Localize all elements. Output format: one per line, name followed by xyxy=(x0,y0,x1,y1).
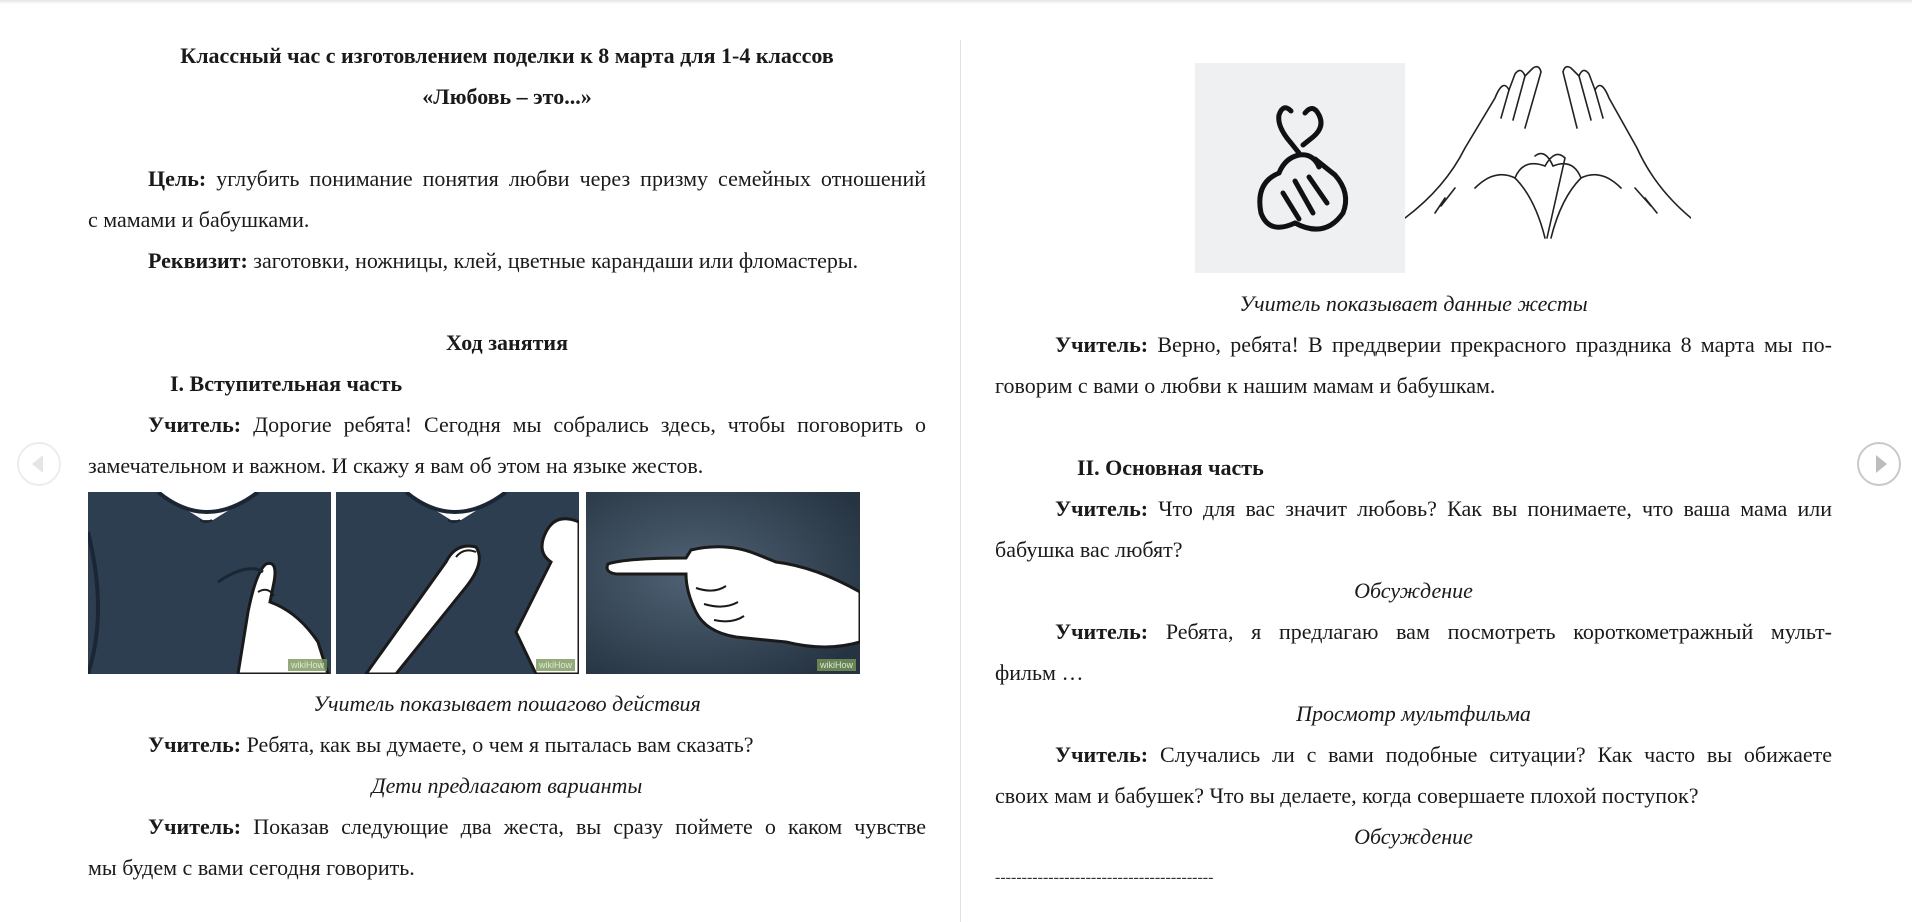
finger-heart-icon xyxy=(1195,63,1405,273)
gesture-step-2-image xyxy=(336,492,579,674)
course-heading: Ход занятия xyxy=(445,330,568,355)
page-divider xyxy=(960,40,961,922)
p3-line2: мы будем с вами сегодня говорить. xyxy=(88,855,415,880)
crossed-arms-illustration xyxy=(336,492,579,674)
props-label: Реквизит: xyxy=(148,248,248,273)
stage-direction-discussion-1: Обсуждение xyxy=(1354,578,1473,603)
p4-line1: Верно, ребята! В преддверии прекрасного праздника 8 марта мы по- xyxy=(1148,332,1832,357)
right-page xyxy=(995,0,1832,922)
p5-line1: Что для вас значит любовь? Как вы понимаете, что ваша мама или xyxy=(1148,496,1832,521)
stage-direction-cartoon: Просмотр мультфильма xyxy=(1296,701,1531,726)
teacher-label: Учитель: xyxy=(148,814,242,839)
previous-page-button[interactable] xyxy=(17,442,61,486)
caption-gesture-steps: Учитель показывает пошагово действия xyxy=(313,691,701,716)
teacher-paragraph-5-line-1 xyxy=(995,488,1832,529)
teacher-paragraph-7-line-1 xyxy=(995,734,1832,775)
wikihow-watermark: wikiHow xyxy=(536,659,575,671)
next-page-button[interactable] xyxy=(1857,442,1901,486)
wikihow-watermark: wikiHow xyxy=(288,659,327,671)
stage-direction-discussion-2: Обсуждение xyxy=(1354,824,1473,849)
gesture-step-1-image xyxy=(88,492,331,674)
teacher-label: Учитель: xyxy=(148,732,242,757)
p1-line1: Дорогие ребята! Сегодня мы собрались здесь, чтобы поговорить о xyxy=(241,412,926,437)
teacher-paragraph-2 xyxy=(88,724,926,765)
teacher-label: Учитель: xyxy=(1055,332,1149,357)
p1-line2: замечательном и важном. И скажу я вам об этом на языке жестов. xyxy=(88,453,704,478)
p3-line1: Показав следующие два жеста, вы сразу поймете о каком чувстве xyxy=(241,814,926,839)
chevron-right-icon xyxy=(1876,455,1887,473)
page-footer-divider: ----------------------------------------- xyxy=(995,869,1214,886)
section-heading-2: II. Основная часть xyxy=(1077,455,1264,480)
goal-paragraph-line-1 xyxy=(88,158,926,199)
p2-line1: Ребята, как вы думаете, о чем я пыталась вам сказать? xyxy=(241,732,754,757)
teacher-paragraph-6-line-1 xyxy=(995,611,1832,652)
hands-heart-image xyxy=(1405,38,1691,268)
chevron-left-icon xyxy=(32,455,43,473)
teacher-label: Учитель: xyxy=(1055,496,1149,521)
hands-heart-sketch-icon xyxy=(1405,38,1691,268)
props-paragraph xyxy=(88,240,926,281)
pointing-finger-illustration xyxy=(586,492,860,674)
p5-line2: бабушка вас любят? xyxy=(995,537,1183,562)
p6-line1: Ребята, я предлагаю вам посмотреть короткометражный мульт- xyxy=(1148,619,1832,644)
teacher-label: Учитель: xyxy=(148,412,242,437)
props-text: заготовки, ножницы, клей, цветные карандаши или фломастеры. xyxy=(247,248,859,273)
goal-text-2: с мамами и бабушками. xyxy=(88,207,310,232)
p6-line2: фильм … xyxy=(995,660,1084,685)
left-page xyxy=(88,0,926,922)
document-title: Классный час с изготовлением поделки к 8 марта для 1-4 классов xyxy=(180,43,834,68)
section-heading-1: I. Вступительная часть xyxy=(170,371,403,396)
p7-line1: Случались ли с вами подобные ситуации? Как часто вы обижаете xyxy=(1148,742,1832,767)
teacher-paragraph-3-line-1 xyxy=(88,806,926,847)
caption-gestures: Учитель показывает данные жесты xyxy=(1239,291,1588,316)
finger-heart-image xyxy=(1195,63,1405,273)
teacher-label: Учитель: xyxy=(1055,619,1149,644)
p7-line2: своих мам и бабушек? Что вы делаете, когда совершаете плохой поступок? xyxy=(995,783,1699,808)
hand-on-chest-illustration xyxy=(88,492,331,674)
stage-direction-children: Дети предлагают варианты xyxy=(371,773,643,798)
document-subtitle: «Любовь – это...» xyxy=(422,84,592,109)
teacher-label: Учитель: xyxy=(1055,742,1149,767)
teacher-paragraph-4-line-1 xyxy=(995,324,1832,365)
p4-line2: говорим с вами о любви к нашим мамам и бабушкам. xyxy=(995,373,1496,398)
wikihow-watermark: wikiHow xyxy=(817,659,856,671)
teacher-paragraph-1-line-1 xyxy=(88,404,926,445)
goal-text-1: углубить понимание понятия любви через призму семейных отношений xyxy=(206,166,926,191)
gesture-step-3-image xyxy=(586,492,860,674)
goal-label: Цель: xyxy=(148,166,207,191)
